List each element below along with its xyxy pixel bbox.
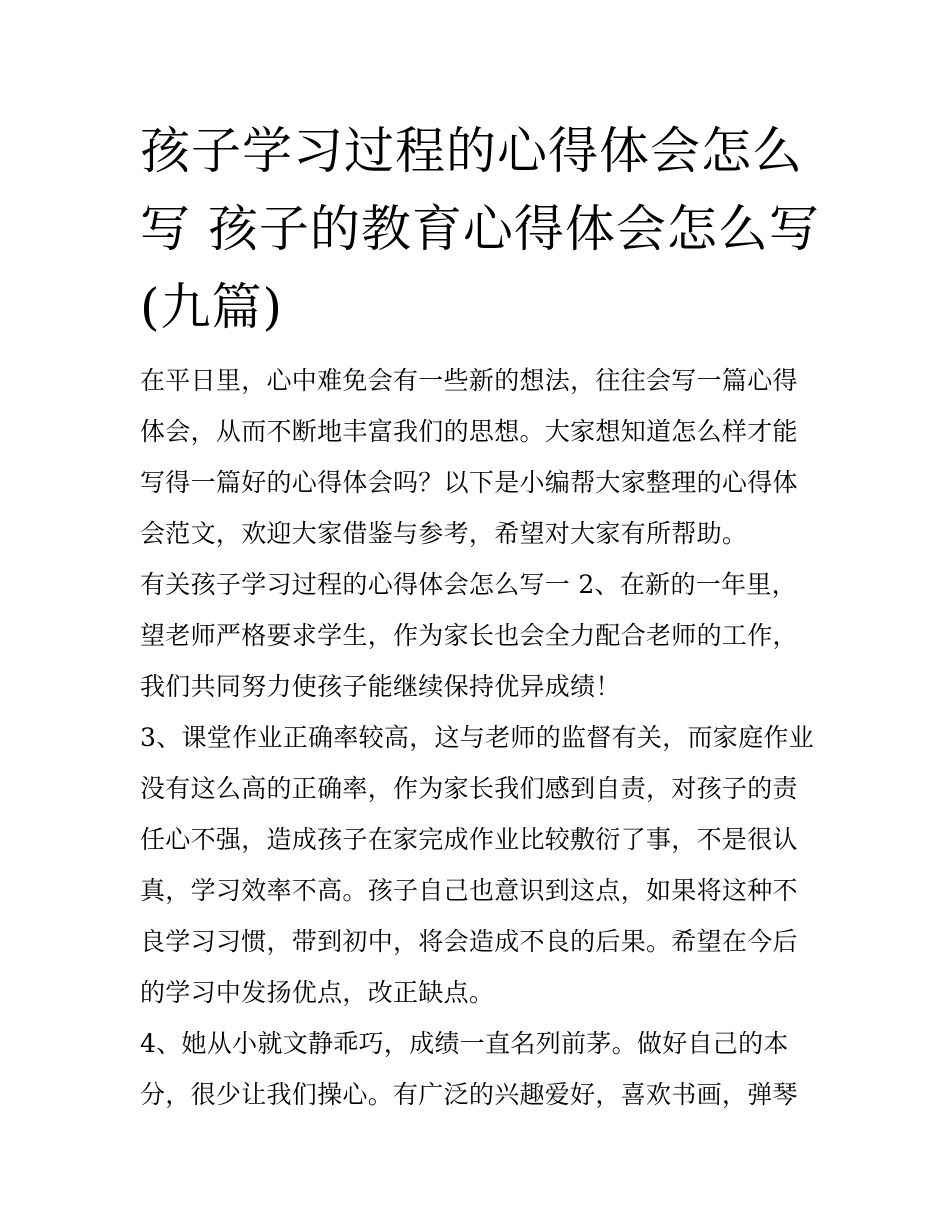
document-body: [140, 355, 820, 1120]
paragraph-item-3: 3、课堂作业正确率较高，这与老师的监督有关，而家庭作业没有这么高的正确率，作为家长我们感到自责，对孩子的责任心不强，造成孩子在家完成作业比较敷衍了事，不是很认真，学习效率不高。孩子自己也意识到这点，如果将这种不良学习习惯，带到初中，将会造成不良的后果。希望在今后的学习中发扬优点，改正缺点。: [140, 723, 815, 1007]
paragraph-item-2: 有关孩子学习过程的心得体会怎么写一 2、在新的一年里，望老师严格要求学生，作为家长也会全力配合老师的工作，我们共同努力使孩子能继续保持优异成绩！: [140, 570, 798, 701]
paragraph-item-4: 4、她从小就文静乖巧，成绩一直名列前茅。做好自己的本分，很少让我们操心。有广泛的兴趣爱好，喜欢书画，弹琴: [140, 1029, 798, 1109]
document-title: 孩子学习过程的心得体会怎么写 孩子的教育心得体会怎么写(九篇): [140, 122, 820, 336]
paragraph-intro: 在平日里，心中难免会有一些新的想法，往往会写一篇心得体会，从而不断地丰富我们的思想。大家想知道怎么样才能写得一篇好的心得体会吗？以下是小编帮大家整理的心得体会范文，欢迎大家借鉴与参考，希望对大家有所帮助。: [140, 366, 798, 548]
